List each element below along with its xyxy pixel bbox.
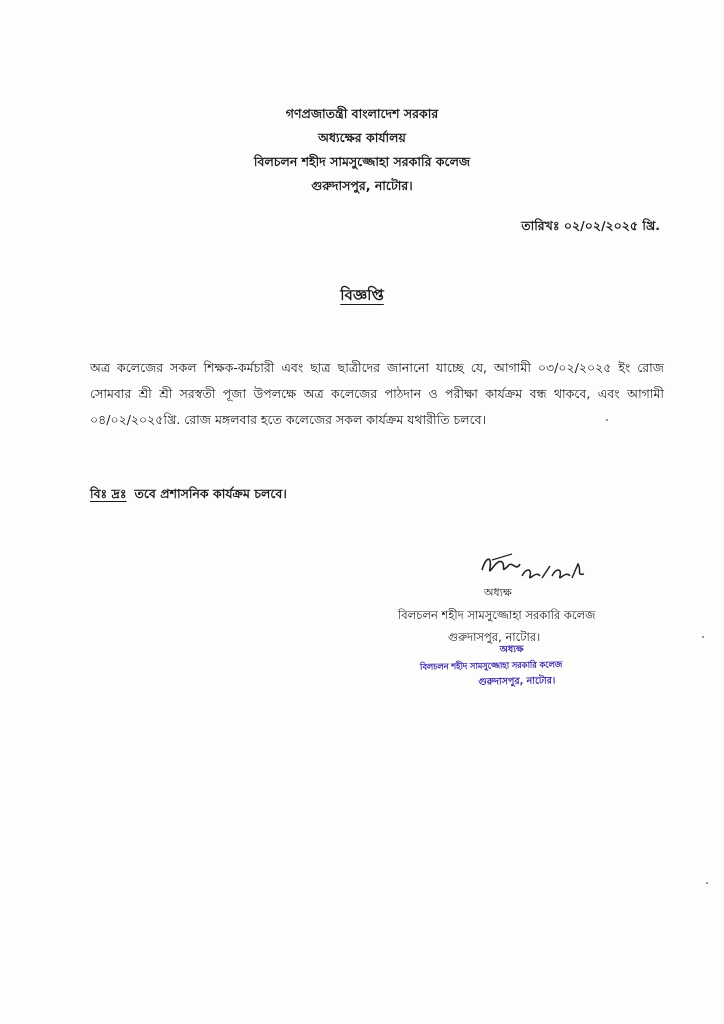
signature-block	[392, 582, 622, 648]
signatory-location: গুরুদাসপুর, নাটোর।	[448, 630, 541, 644]
scan-speck	[706, 882, 708, 884]
office-name: অধ্যক্ষের কার্যালয়	[318, 130, 406, 145]
notice-body: অত্র কলেজের সকল শিক্ষক-কর্মচারী এবং ছাত্র ছাত্রীদের জানানো যাচ্ছে যে, আগামী ০৩/০২/২০২৫ ইং রোজ সোমবার শ্রী শ্রী সরস্বতী পূজা উপলক্ষে অত্র কলেজের পাঠদান ও পরীক্ষা কার্যক্রম বন্ধ থাকবে, এবং আগামী ০৪/০২/২০২৫খ্রি. রোজ মঙ্গলবার হতে কলেজের সকল কার্যক্রম যথারীতি চলবে।	[90, 360, 664, 427]
note-line	[90, 486, 287, 506]
signatory-title: অধ্যক্ষ	[484, 586, 512, 599]
notice-title: বিজ্ঞপ্তি	[340, 286, 384, 304]
stamp-title: অধ্যক্ষ	[499, 643, 524, 656]
government-name: গণপ্রজাতন্ত্রী বাংলাদেশ সরকার	[285, 106, 439, 121]
college-location: গুরুদাসপুর, নাটোর।	[311, 178, 413, 193]
note-label: বিঃ দ্রঃ	[90, 486, 127, 501]
notice-title-wrap	[0, 284, 724, 309]
stamp-college: বিলচলন শহীদ সামসুজ্জোহা সরকারি কলেজ	[419, 660, 563, 673]
scan-speck	[702, 636, 704, 638]
stamp-location: গুরুদাসপুর, নাটোর।	[478, 675, 556, 688]
signatory-college: বিলচলন শহীদ সামসুজ্জোহা সরকারি কলেজ	[398, 608, 596, 622]
scan-speck	[606, 419, 608, 421]
college-name: বিলচলন শহীদ সামসুজ্জোহা সরকারি কলেজ	[253, 154, 471, 169]
notice-date: তারিখঃ ০২/০২/২০২৫ খ্রি.	[521, 218, 660, 233]
letterhead	[0, 102, 724, 198]
official-seal-stamp	[420, 640, 621, 691]
note-text: তবে প্রশাসনিক কার্যক্রম চলবে।	[134, 486, 287, 501]
